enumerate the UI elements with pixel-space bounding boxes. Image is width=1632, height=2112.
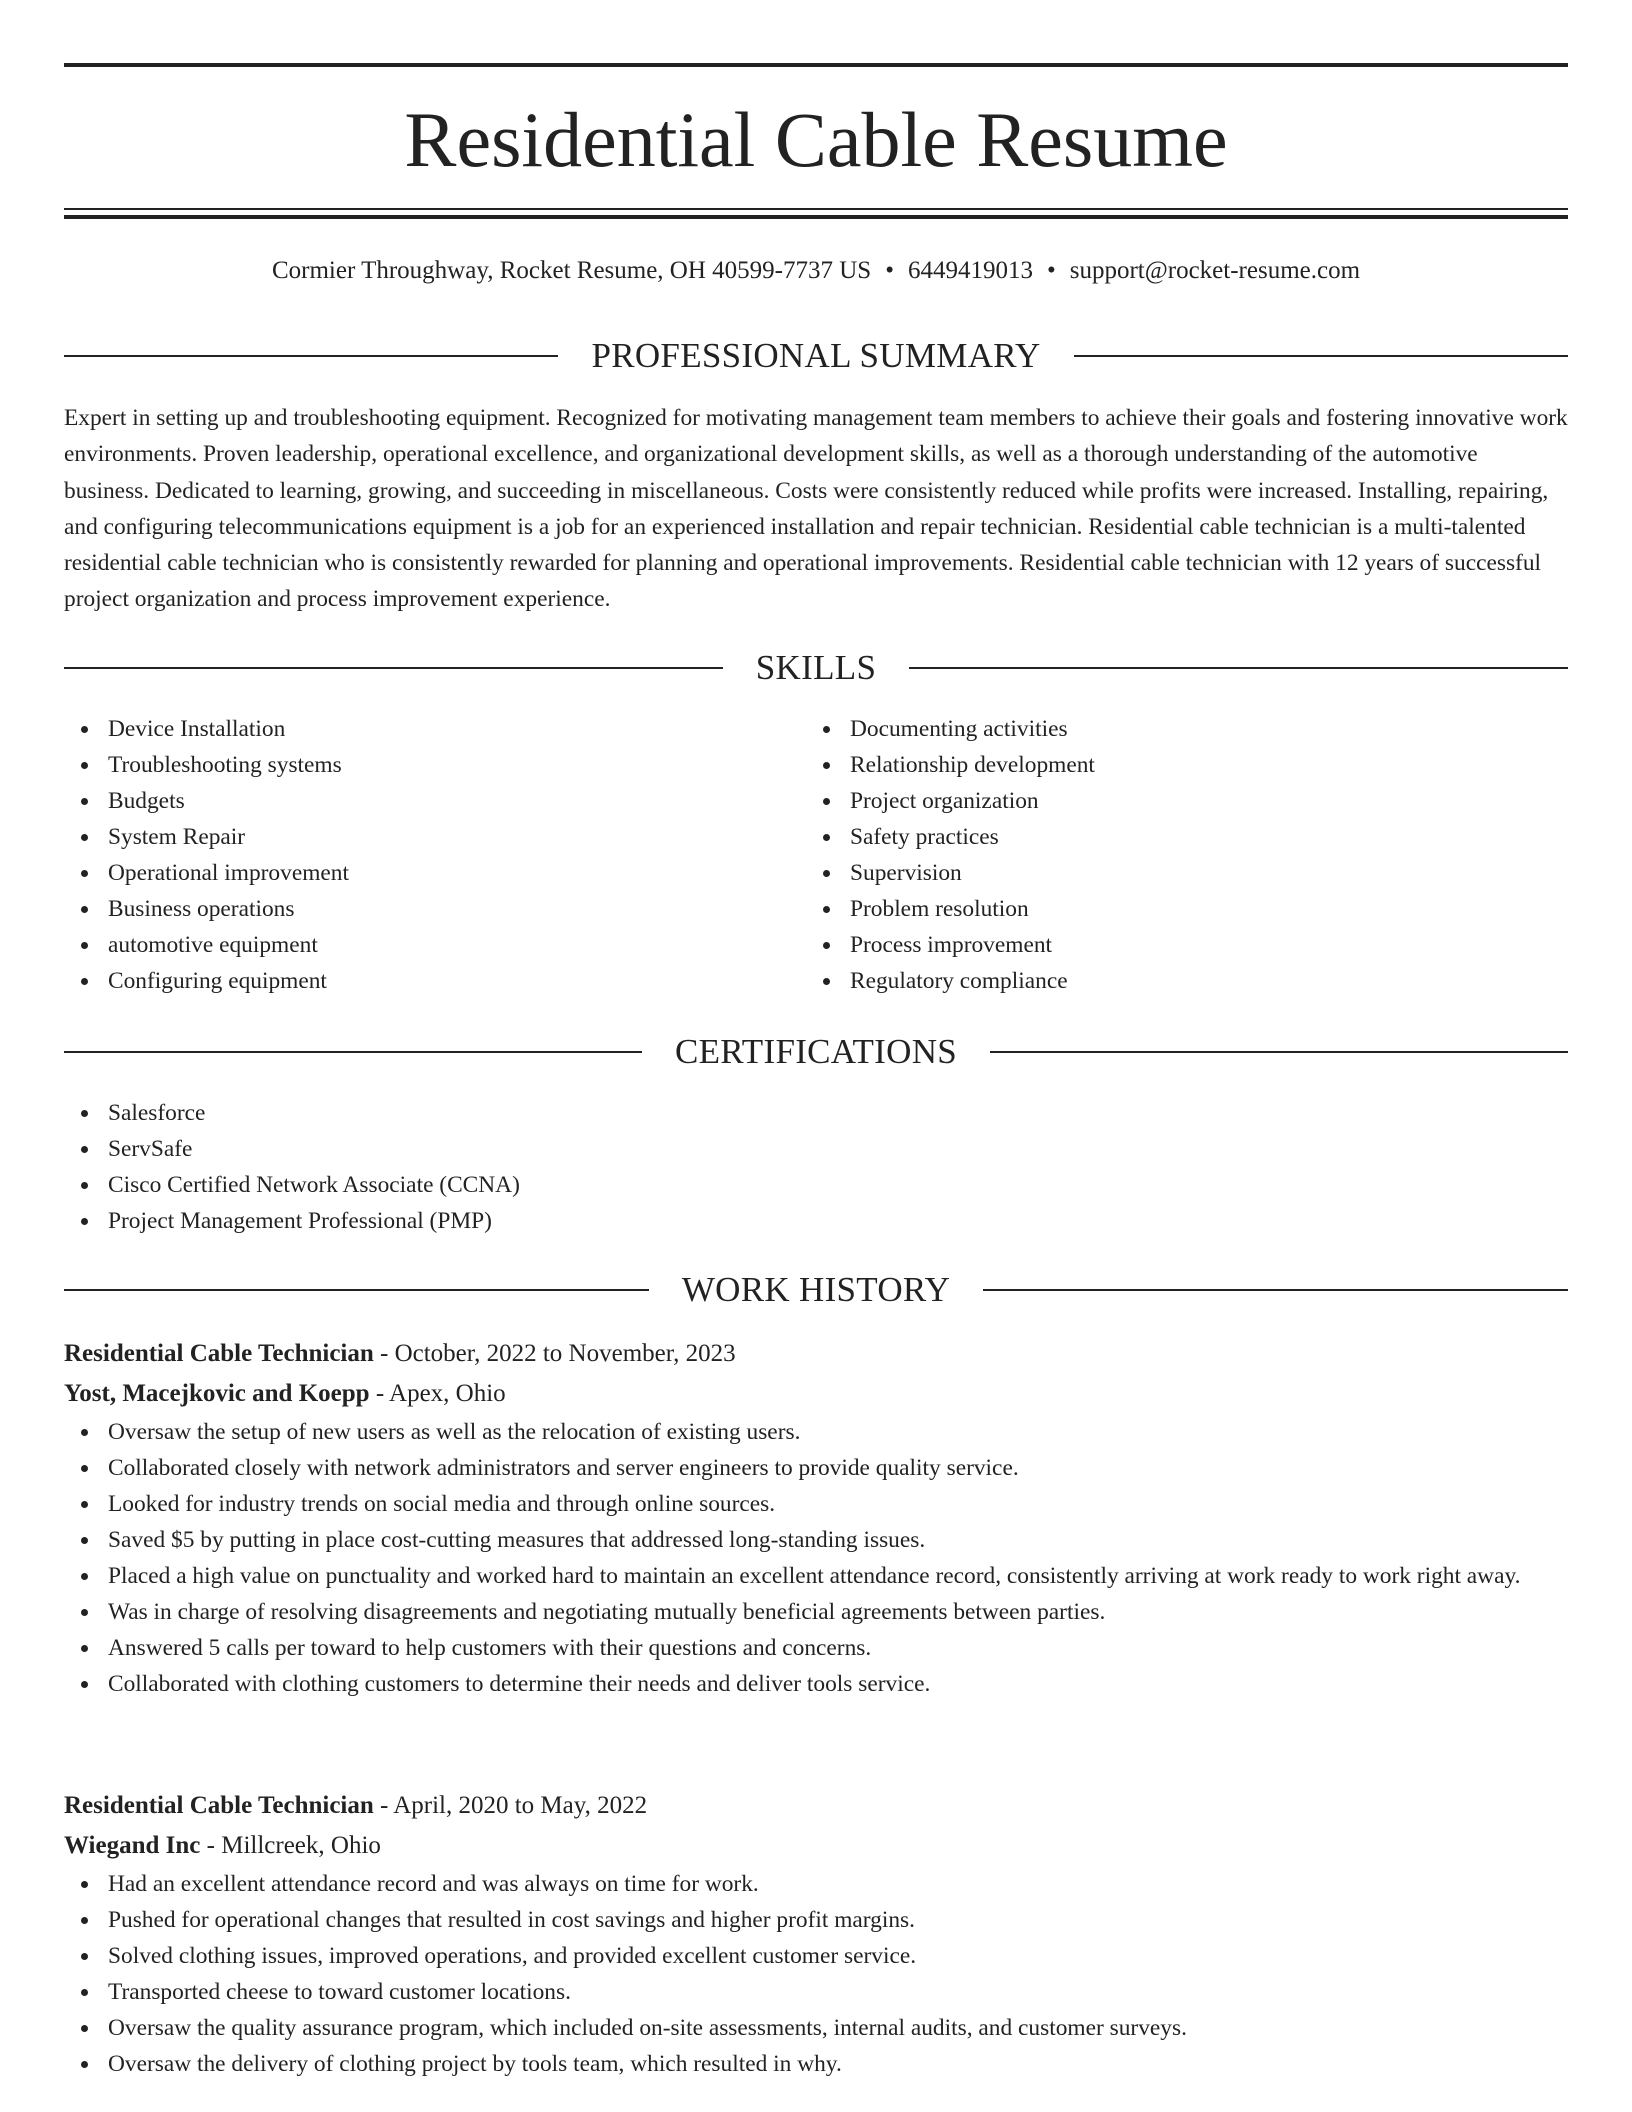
- skill-item: Safety practices: [806, 819, 1506, 855]
- job-bullet: Oversaw the delivery of clothing project by tools team, which resulted in why.: [64, 2046, 1568, 2082]
- skill-item: automotive equipment: [64, 927, 764, 963]
- heading-rule-left: [64, 667, 723, 669]
- job-bullet: Oversaw the quality assurance program, which included on-site assessments, internal audits, and customer surveys.: [64, 2010, 1568, 2046]
- certification-item: ServSafe: [64, 1131, 1568, 1167]
- certifications-block: [64, 1095, 1568, 1239]
- skill-item: Operational improvement: [64, 855, 764, 891]
- job-bullet: Saved $5 by putting in place cost-cutting measures that addressed long-standing issues.: [64, 1522, 1568, 1558]
- heading-rule-left: [64, 355, 558, 357]
- job-title: Residential Cable Technician: [64, 1792, 374, 1819]
- job-bullet: Collaborated closely with network administrators and server engineers to provide quality service.: [64, 1450, 1568, 1486]
- job-title-line: [64, 1334, 1568, 1374]
- heading-rule-right: [1074, 355, 1568, 357]
- resume-title: Residential Cable Resume: [404, 96, 1228, 183]
- skills-list-left: [64, 711, 764, 999]
- skill-item: Device Installation: [64, 711, 764, 747]
- skill-item: Business operations: [64, 891, 764, 927]
- summary-heading: [64, 336, 1568, 376]
- job-location: - Apex, Ohio: [369, 1380, 506, 1407]
- job-dates: - October, 2022 to November, 2023: [373, 1340, 736, 1367]
- contact-separator: •: [1046, 257, 1056, 284]
- contact-separator: •: [885, 257, 894, 284]
- job-bullet: Looked for industry trends on social media and through online sources.: [64, 1486, 1568, 1522]
- skills-list-right: [806, 711, 1506, 999]
- certifications-list: [64, 1095, 1568, 1239]
- header-rule-upper: [64, 208, 1568, 210]
- skills-heading-label: SKILLS: [755, 648, 877, 687]
- job-company: Wiegand Inc: [64, 1832, 201, 1859]
- skill-item: Project organization: [806, 783, 1506, 819]
- job-title: Residential Cable Technician: [64, 1340, 374, 1367]
- contact-line: [64, 255, 1568, 287]
- skill-item: Documenting activities: [806, 711, 1506, 747]
- job-bullet: Collaborated with clothing customers to determine their needs and deliver tools service.: [64, 1666, 1568, 1702]
- skill-item: System Repair: [64, 819, 764, 855]
- job-location: - Millcreek, Ohio: [200, 1832, 381, 1859]
- certification-item: Salesforce: [64, 1095, 1568, 1131]
- skill-item: Troubleshooting systems: [64, 747, 764, 783]
- job-company-line: [64, 1374, 1568, 1414]
- summary-heading-label: PROFESSIONAL SUMMARY: [591, 336, 1041, 375]
- skill-item: Supervision: [806, 855, 1506, 891]
- skill-item: Problem resolution: [806, 891, 1506, 927]
- skills-heading: [64, 648, 1568, 688]
- job-bullet: Transported cheese to toward customer locations.: [64, 1974, 1568, 2010]
- job-dates: - April, 2020 to May, 2022: [373, 1792, 648, 1819]
- skill-item: Regulatory compliance: [806, 963, 1506, 999]
- skill-item: Process improvement: [806, 927, 1506, 963]
- certifications-heading-label: CERTIFICATIONS: [674, 1032, 958, 1071]
- job-bullets: [64, 1414, 1568, 1702]
- certification-item: Cisco Certified Network Associate (CCNA): [64, 1167, 1568, 1203]
- certification-item: Project Management Professional (PMP): [64, 1203, 1568, 1239]
- job-company-line: [64, 1826, 1568, 1866]
- work-history-heading: [64, 1270, 1568, 1310]
- contact-email: support@rocket-resume.com: [1069, 257, 1361, 284]
- certifications-heading: [64, 1032, 1568, 1072]
- job-bullet: Had an excellent attendance record and was always on time for work.: [64, 1866, 1568, 1902]
- skill-item: Relationship development: [806, 747, 1506, 783]
- job-bullet: Placed a high value on punctuality and worked hard to maintain an excellent attendance record, consistently arriving at work ready to work right away.: [64, 1558, 1568, 1594]
- skill-item: Configuring equipment: [64, 963, 764, 999]
- job-entry: [64, 1786, 1568, 2082]
- summary-text: Expert in setting up and troubleshooting equipment. Recognized for motivating management team members to achieve their goals and fostering innovative work environments. Proven leadership, operational excellence, and organizational development skills, as well as a thorough understanding of the automotive business. Dedicated to learning, growing, and succeeding in miscellaneous. Costs were consistently reduced while profits were increased. Installing, repairing, and configuring telecommunications equipment is a job for an experienced installation and repair technician. Residential cable technician is a multi-talented residential cable technician who is consistently rewarded for planning and operational improvements. Residential cable technician with 12 years of successful project organization and process improvement experience.: [64, 405, 1568, 613]
- heading-rule-right: [983, 1289, 1568, 1291]
- contact-phone: 6449419013: [907, 257, 1033, 284]
- header-top-rule: [64, 63, 1568, 67]
- skill-item: Budgets: [64, 783, 764, 819]
- job-bullet: Was in charge of resolving disagreements and negotiating mutually beneficial agreements between parties.: [64, 1594, 1568, 1630]
- heading-rule-left: [64, 1051, 642, 1053]
- job-bullet: Oversaw the setup of new users as well as the relocation of existing users.: [64, 1414, 1568, 1450]
- header-rule-lower: [64, 215, 1568, 219]
- job-title-line: [64, 1786, 1568, 1826]
- skills-column-left: [64, 711, 764, 999]
- heading-rule-left: [64, 1289, 649, 1291]
- work-history-heading-label: WORK HISTORY: [681, 1270, 951, 1309]
- heading-rule-right: [990, 1051, 1568, 1053]
- job-bullet: Answered 5 calls per toward to help customers with their questions and concerns.: [64, 1630, 1568, 1666]
- job-bullets: [64, 1866, 1568, 2082]
- skills-column-right: [806, 711, 1506, 999]
- job-bullet: Solved clothing issues, improved operations, and provided excellent customer service.: [64, 1938, 1568, 1974]
- job-entry: [64, 1334, 1568, 1702]
- job-bullet: Pushed for operational changes that resulted in cost savings and higher profit margins.: [64, 1902, 1568, 1938]
- job-company: Yost, Macejkovic and Koepp: [64, 1380, 370, 1407]
- contact-address: Cormier Throughway, Rocket Resume, OH 40599-7737 US: [271, 257, 872, 284]
- heading-rule-right: [909, 667, 1568, 669]
